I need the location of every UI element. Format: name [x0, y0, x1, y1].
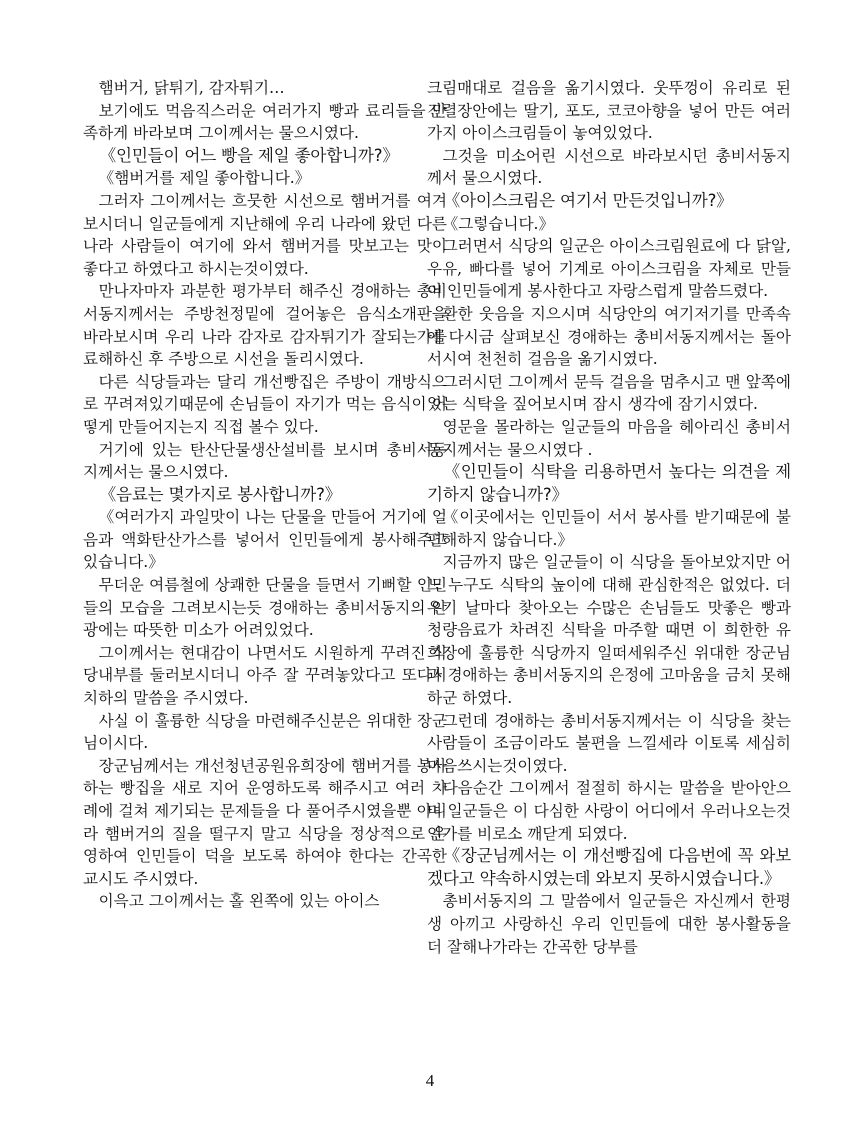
paragraph: 무더운 여름철에 상쾌한 단물을 들면서 기뻐할 인민들의 모습을 그려보시는듯 경애하는 총비서동지의 안광에는 따뜻한 미소가 어려있었다. — [83, 576, 447, 640]
paragraph: 그이께서는 현대감이 나면서도 시원하게 꾸려진 식당내부를 둘러보시더니 아주 잘 꾸려놓았다고 또다시 치하의 말씀을 주시였다. — [83, 643, 447, 708]
paragraph: 사실 이 훌륭한 식당을 마련해주신분은 위대한 장군님이시다. — [83, 711, 447, 753]
paragraph: 그것을 미소어린 시선으로 바라보시던 총비서동지께서 물으시였다. — [427, 146, 791, 188]
quote-paragraph: 《음료는 몇가지로 봉사합니까?》 — [99, 484, 342, 504]
paragraph: 《그렇습니다.》 — [442, 214, 555, 233]
paragraph: 그러시던 그이께서 문득 걸음을 멈추시고 맨 앞쪽에 있는 식탁을 짚어보시며 잠시 생각에 잠기시였다. — [427, 372, 791, 414]
paragraph: 다른 식당들과는 달리 개선빵집은 주방이 개방식으로 꾸려져있기때문에 손님들이 자기가 먹는 음식이 어떻게 만들어지는지 직접 볼수 있다. — [83, 372, 447, 436]
paragraph: 그러면서 식당의 일군은 아이스크림원료에 다 닭알, 우유, 빠다를 넣어 기계로 아이스크림을 자체로 만들어 인민들에게 봉사한다고 자랑스럽게 말씀드렸다. — [427, 237, 791, 301]
paragraph: 장군님께서는 개선청년공원유희장에 햄버거를 봉사하는 빵집을 새로 지어 운영하도록 해주시고 여러 차례에 걸쳐 제기되는 문제들을 다 풀어주시였을뿐 아니라 햄버거의 질을 떨구지 말고 식당을 정상적으로 운영하여 인민들이 덕을 보도록 하여야 한다는 간곡한 교시도 주시였다. — [83, 756, 447, 888]
paragraph: 환한 웃음을 지으시며 식당안의 여기저기를 만족속에 다시금 살펴보신 경애하는 총비서동지께서는 돌아서시여 천천히 걸음을 옮기시였다. — [427, 304, 791, 369]
continuation-paragraph: 크림매대로 걸음을 옮기시였다. 웃뚜껑이 유리로 된 진렬장안에는 딸기, 포도, 코코아향을 넣어 만든 여러가지 아이스크림들이 놓여있었다. — [427, 79, 791, 143]
paragraph: 보기에도 먹음직스러운 여러가지 빵과 료리들을 만족하게 바라보며 그이께서는 물으시였다. — [83, 101, 447, 143]
paragraph: 《여러가지 과일맛이 나는 단물을 만들어 거기에 얼음과 액화탄산가스를 넣어서 인민들에게 봉사해주고있습니다.》 — [83, 508, 447, 572]
paragraph: 그러자 그이께서는 흐뭇한 시선으로 햄버거를 여겨보시더니 일군들에게 지난해에 우리 나라에 왔던 다른 나라 사람들이 여기에 와서 햄버거를 맛보고는 맛이 좋다고 하였다고 하시는것이였다. — [83, 191, 447, 278]
paragraph: 다음순간 그이께서 절절히 하시는 말씀을 받아안으며 일군들은 이 다심한 사랑이 어디에서 우러나오는것인가를 비로소 깨닫게 되였다. — [427, 779, 791, 843]
paragraph: 총비서동지의 그 말씀에서 일군들은 자신께서 한평생 아끼고 사랑하신 우리 인민들에 대한 봉사활동을 더 잘해나가라는 간곡한 당부를 — [427, 892, 791, 956]
quote-paragraph: 《인민들이 식탁을 리용하면서 높다는 의견을 제기하지 않습니까?》 — [427, 462, 791, 504]
paragraph: 만나자마자 과분한 평가부터 해주신 경애하는 총비서동지께서는 주방천정밑에 걸어놓은 음식소개판을 바라보시며 우리 나라 감자로 감자튀기가 잘되는가를 료해하신 후 주방으로 시선을 돌리시였다. — [83, 282, 447, 369]
paragraph: 《햄버거를 제일 좋아합니다.》 — [98, 169, 311, 188]
paragraph: 《이곳에서는 인민들이 서서 봉사를 받기때문에 불편해하지 않습니다.》 — [427, 508, 791, 549]
quote-paragraph: 《아이스크림은 여기서 만든것입니까?》 — [443, 190, 733, 210]
paragraph: 지금까지 많은 일군들이 이 식당을 돌아보았지만 어느 누구도 식탁의 높이에 대해 관심한적은 없었다. 더우기 날마다 찾아오는 수많은 손님들도 맛좋은 빵과 청량음료가 차려진 식탁을 마주할 때면 이 희한한 유희장에 훌륭한 식당까지 일떠세워주신 위대한 장군님과 경애하는 총비서동지의 은정에 고마움을 금치 못해하군 하였다. — [427, 553, 791, 708]
left-column — [83, 77, 447, 913]
paragraph: 그런데 경애하는 총비서동지께서는 이 식당을 찾는 사람들이 조금이라도 불편을 느낄세라 이토록 세심히 마음쓰시는것이였다. — [427, 711, 791, 775]
paragraph: 영문을 몰라하는 일군들의 마음을 헤아리신 총비서동지께서는 물으시였다 . — [427, 417, 791, 459]
paragraph: 이윽고 그이께서는 홀 왼쪽에 있는 아이스 — [98, 892, 380, 911]
paragraph: 거기에 있는 탄산단물생산설비를 보시며 총비서동지께서는 물으시였다. — [83, 440, 447, 482]
page-number: 4 — [425, 1071, 435, 1090]
paragraph: 햄버거, 닭튀기, 감자튀기… — [98, 79, 285, 97]
right-column — [427, 77, 791, 958]
quote-paragraph: 《장군님께서는 이 개선빵집에 다음번에 꼭 와보겠다고 약속하시였는데 와보지 못하시였습니다.》 — [427, 846, 791, 888]
quote-paragraph: 《인민들이 어느 빵을 제일 좋아합니까?》 — [99, 145, 399, 165]
